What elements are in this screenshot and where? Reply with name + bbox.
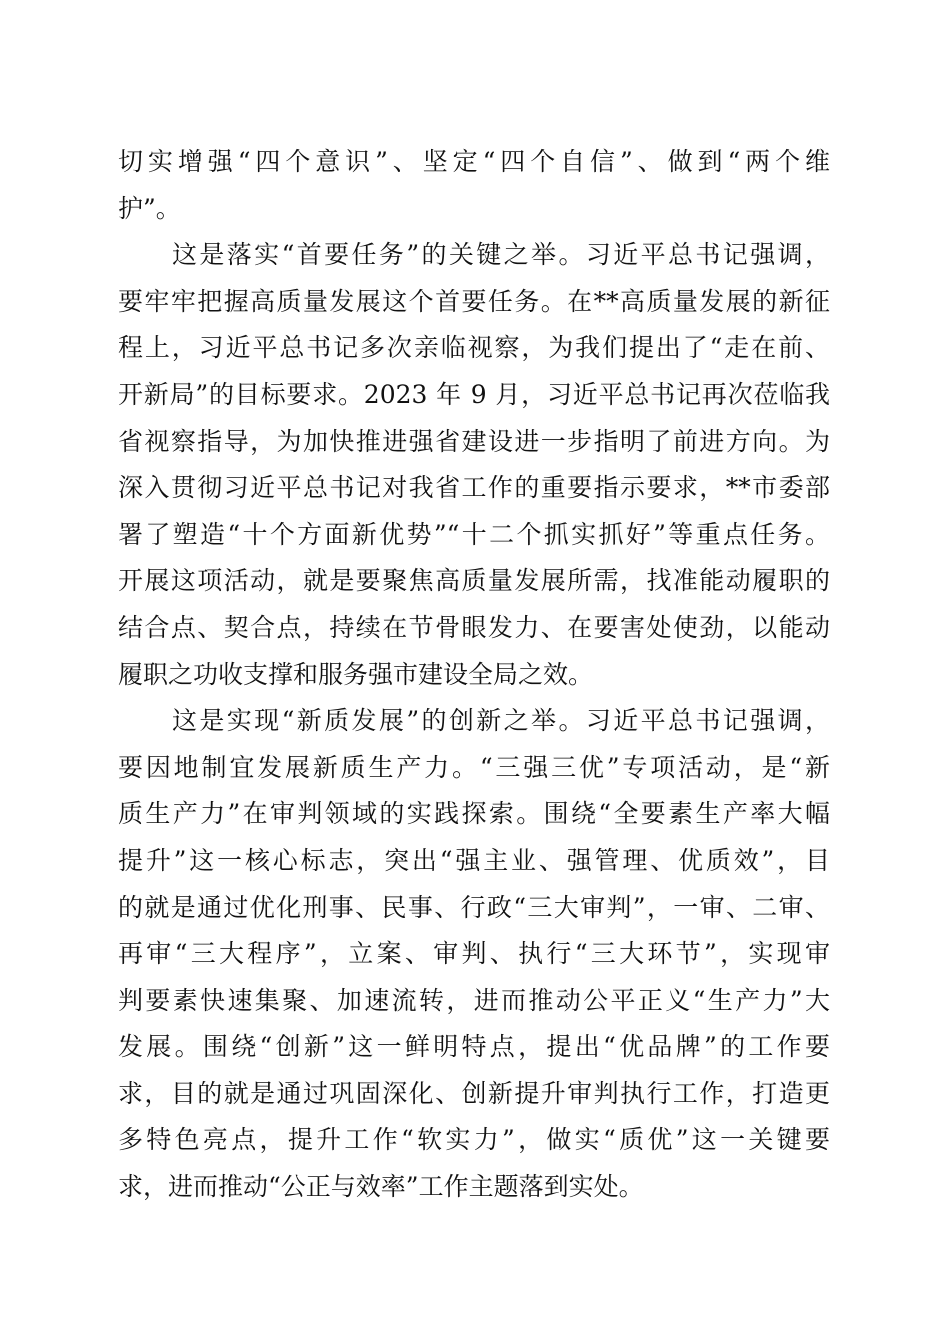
text-line: 开展这项活动，就是要聚焦高质量发展所需，找准能动履职的 [118,566,830,596]
text-line: 提升”这一核心标志，突出“强主业、强管理、优质效”，目 [118,845,830,875]
paragraph-1 [118,139,830,232]
text-line: 判要素快速集聚、加速流转，进而推动公平正义“生产力”大 [118,985,830,1015]
text-line: 质生产力”在审判领域的实践探索。围绕“全要素生产率大幅 [118,799,830,829]
text-line: 程上，习近平总书记多次亲临视察，为我们提出了“走在前、 [118,333,830,363]
text-line: 开新局”的目标要求。2023 年 9 月，习近平总书记再次莅临我 [118,379,830,409]
text-line: 署了塑造“十个方面新优势”“十二个抓实抓好”等重点任务。 [118,519,830,549]
text-line: 深入贯彻习近平总书记对我省工作的重要指示要求，**市委部 [118,473,830,503]
text-line: 护”。 [118,193,181,223]
text-line: 再审“三大程序”，立案、审判、执行“三大环节”，实现审 [118,939,830,969]
text-line: 省视察指导，为加快推进强省建设进一步指明了前进方向。为 [118,426,830,456]
text-line: 求，进而推动“公正与效率”工作主题落到实处。 [118,1172,644,1202]
text-line: 切实增强“四个意识”、坚定“四个自信”、做到“两个维 [118,147,830,176]
text-line: 要因地制宜发展新质生产力。“三强三优”专项活动，是“新 [118,752,830,782]
text-line: 这是实现“新质发展”的创新之举。习近平总书记强调， [172,706,830,736]
paragraph-3 [118,698,830,1211]
text-line: 履职之功收支撑和服务强市建设全局之效。 [118,659,594,689]
text-line: 多特色亮点，提升工作“软实力”，做实“质优”这一关键要 [118,1125,830,1155]
document-body [118,139,830,1211]
text-line: 要牢牢把握高质量发展这个首要任务。在**高质量发展的新征 [118,286,830,316]
text-line: 求，目的就是通过巩固深化、创新提升审判执行工作，打造更 [118,1078,830,1108]
text-line: 这是落实“首要任务”的关键之举。习近平总书记强调， [172,240,830,270]
text-line: 发展。围绕“创新”这一鲜明特点，提出“优品牌”的工作要 [118,1032,830,1062]
paragraph-2 [118,232,830,698]
text-line: 结合点、契合点，持续在节骨眼发力、在要害处使劲，以能动 [118,612,830,642]
text-line: 的就是通过优化刑事、民事、行政“三大审判”，一审、二审、 [118,892,830,922]
